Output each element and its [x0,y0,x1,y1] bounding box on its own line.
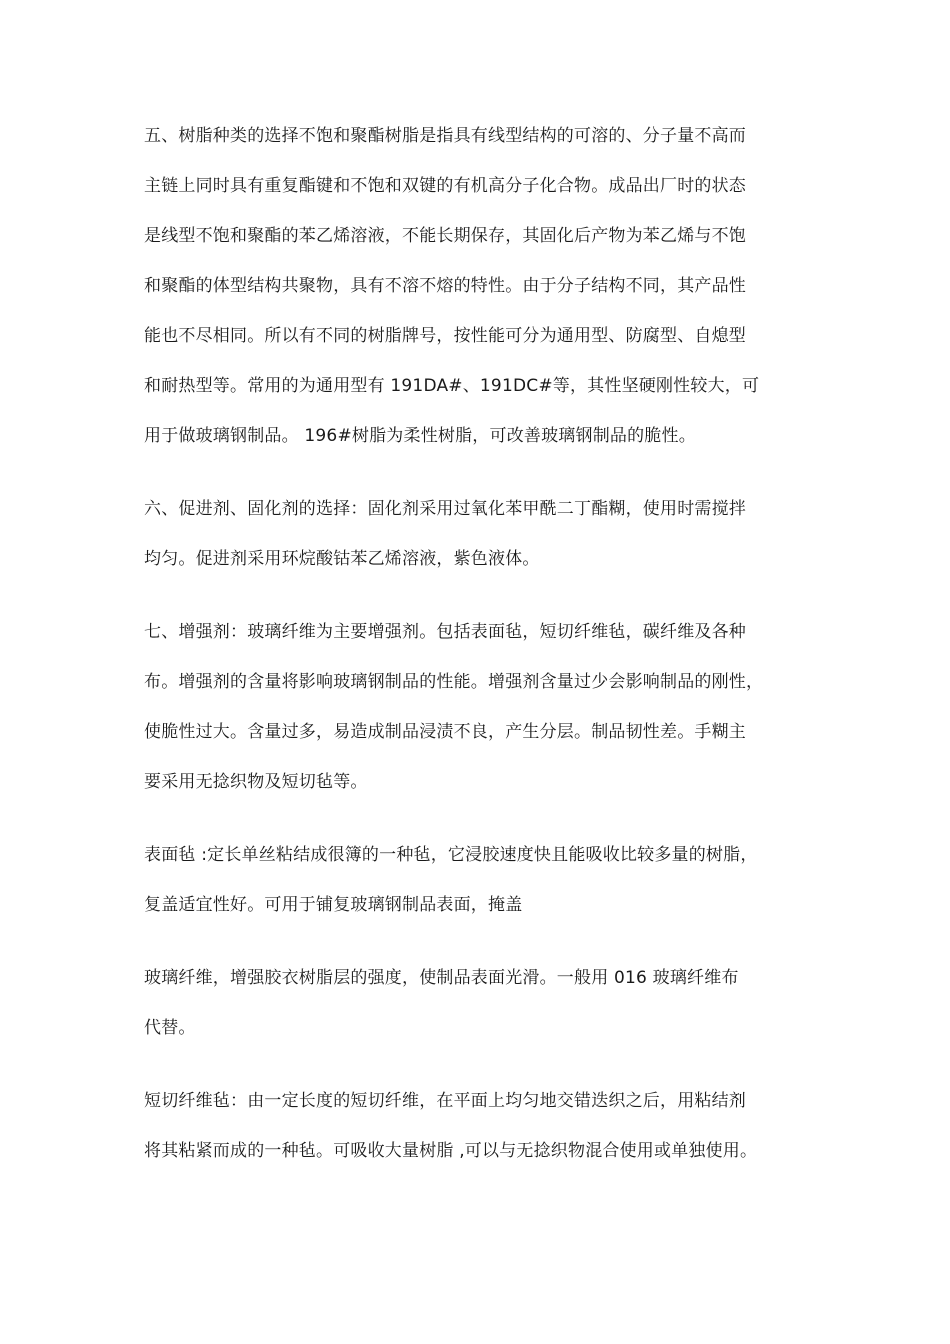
surface-mat-line-1: 表面毡 :定长单丝粘结成很簿的一种毡，它浸胶速度快且能吸收比较多量的树脂， [144,845,758,865]
paragraph-7-line-4: 要采用无捻织物及短切毡等。 [144,772,368,792]
surface-mat-line-3: 玻璃纤维，增强胶衣树脂层的强度，使制品表面光滑。一般用 016 玻璃纤维布 [144,968,739,988]
paragraph-7-line-3: 使脆性过大。含量过多，易造成制品浸渍不良，产生分层。制品韧性差。手糊主 [144,722,746,742]
paragraph-5-line-1: 五、树脂种类的选择不饱和聚酯树脂是指具有线型结构的可溶的、分子量不高而 [144,126,746,146]
surface-mat-line-4: 代替。 [144,1018,196,1038]
paragraph-5-line-6: 和耐热型等。常用的为通用型有 191DA#、191DC#等，其性坚硬刚性较大，可 [144,376,760,396]
surface-mat-line-2: 复盖适宜性好。可用于铺复玻璃钢制品表面，掩盖 [144,895,523,915]
paragraph-6-line-1: 六、促进剂、固化剂的选择：固化剂采用过氧化苯甲酰二丁酯糊，使用时需搅拌 [144,499,746,519]
paragraph-5-line-4: 和聚酯的体型结构共聚物，具有不溶不熔的特性。由于分子结构不同，其产品性 [144,276,746,296]
paragraph-7-line-2: 布。增强剂的含量将影响玻璃钢制品的性能。增强剂含量过少会影响制品的刚性， [144,672,764,692]
chopped-mat-line-2: 将其粘紧而成的一种毡。可吸收大量树脂 ,可以与无捻织物混合使用或单独使用。 [144,1141,758,1161]
paragraph-6-line-2: 均匀。促进剂采用环烷酸钴苯乙烯溶液，紫色液体。 [144,549,540,569]
paragraph-7-line-1: 七、增强剂：玻璃纤维为主要增强剂。包括表面毡，短切纤维毡，碳纤维及各种 [144,622,746,642]
paragraph-5-line-3: 是线型不饱和聚酯的苯乙烯溶液，不能长期保存，其固化后产物为苯乙烯与不饱 [144,226,746,246]
chopped-mat-line-1: 短切纤维毡：由一定长度的短切纤维，在平面上均匀地交错迭织之后，用粘结剂 [144,1091,746,1111]
paragraph-5-line-5: 能也不尽相同。所以有不同的树脂牌号，按性能可分为通用型、防腐型、自熄型 [144,326,746,346]
paragraph-5-line-2: 主链上同时具有重复酯键和不饱和双键的有机高分子化合物。成品出厂时的状态 [144,176,746,196]
paragraph-5-line-7: 用于做玻璃钢制品。 196#树脂为柔性树脂，可改善玻璃钢制品的脆性。 [144,426,696,446]
